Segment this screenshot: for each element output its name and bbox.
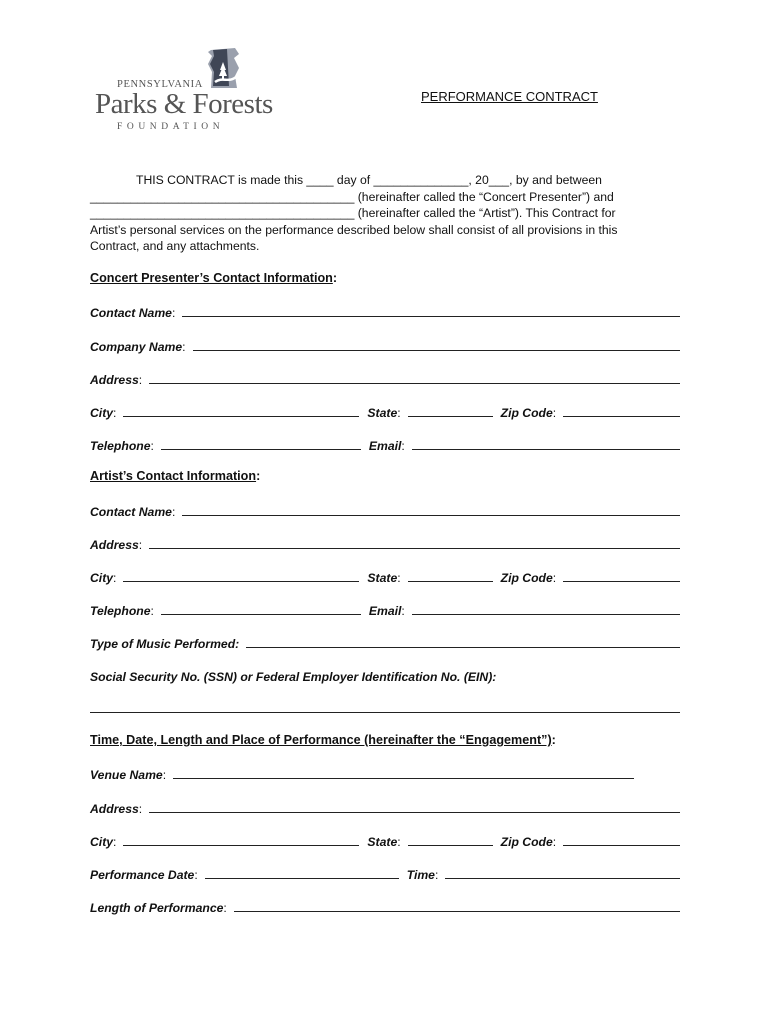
city-label: City [90, 571, 114, 585]
intro-line: Artist’s personal services on the performance described below shall consist of all provisions in this [90, 222, 618, 237]
artist-heading: Artist’s Contact Information: [90, 469, 261, 483]
engagement-city-row: City : State : Zip Code : [90, 831, 680, 849]
ssn-label: Social Security No. (SSN) or Federal Employer Identification No. (EIN): [90, 670, 497, 684]
music-type-label: Type of Music Performed: [90, 637, 240, 651]
venue-field[interactable] [173, 778, 634, 779]
contact-name-label: Contact Name [90, 306, 172, 320]
artist-music-type-field[interactable] [246, 647, 680, 648]
zip-label: Zip Code [500, 406, 553, 420]
telephone-label: Telephone [90, 439, 151, 453]
presenter-address-field[interactable] [149, 383, 680, 384]
intro-line: THIS CONTRACT is made this ____ day of ______________, 20___, by and between [136, 173, 602, 187]
artist-address-field[interactable] [149, 548, 680, 549]
artist-city-row: City : State : Zip Code : [90, 567, 680, 585]
presenter-telephone-row: Telephone : Email : [90, 435, 680, 453]
presenter-company-name-field[interactable] [193, 350, 681, 351]
logo-name-text: Parks & Forests [95, 88, 273, 120]
email-label: Email [368, 604, 402, 618]
logo-state-text: PENNSYLVANIA [117, 79, 203, 90]
engagement-state-field[interactable] [408, 845, 493, 846]
artist-contact-name-field[interactable] [182, 515, 680, 516]
artist-ssn-field[interactable] [90, 712, 680, 713]
engagement-heading: Time, Date, Length and Place of Performance (hereinafter the “Engagement”): [90, 733, 556, 747]
time-label: Time [406, 868, 435, 882]
email-label: Email [368, 439, 402, 453]
state-label: State [367, 406, 398, 420]
presenter-heading-text: Concert Presenter’s Contact Information [90, 271, 333, 285]
artist-contact-name-row: Contact Name : [90, 501, 680, 519]
city-label: City [90, 406, 114, 420]
contact-name-label: Contact Name [90, 505, 172, 519]
company-name-label: Company Name [90, 340, 183, 354]
engagement-address-field[interactable] [149, 812, 680, 813]
address-label: Address [90, 802, 139, 816]
page-title: PERFORMANCE CONTRACT [421, 89, 598, 104]
performance-date-label: Performance Date [90, 868, 195, 882]
performance-length-field[interactable] [234, 911, 680, 912]
city-label: City [90, 835, 114, 849]
venue-row: Venue Name : [90, 764, 634, 782]
artist-heading-text: Artist’s Contact Information [90, 469, 257, 483]
artist-city-field[interactable] [123, 581, 359, 582]
presenter-address-row: Address : [90, 369, 680, 387]
presenter-telephone-field[interactable] [161, 449, 361, 450]
presenter-city-field[interactable] [123, 416, 359, 417]
presenter-zip-field[interactable] [563, 416, 680, 417]
artist-telephone-row: Telephone : Email : [90, 600, 680, 618]
presenter-heading: Concert Presenter’s Contact Information: [90, 271, 338, 285]
performance-length-row: Length of Performance : [90, 897, 680, 915]
venue-label: Venue Name [90, 768, 163, 782]
artist-music-type-row [90, 633, 680, 651]
zip-label: Zip Code [500, 571, 553, 585]
presenter-email-field[interactable] [412, 449, 680, 450]
artist-state-field[interactable] [408, 581, 493, 582]
telephone-label: Telephone [90, 604, 151, 618]
presenter-company-name-row: Company Name : [90, 336, 680, 354]
zip-label: Zip Code [500, 835, 553, 849]
performance-time-field[interactable] [445, 878, 680, 879]
intro-paragraph [90, 172, 665, 255]
performance-length-label: Length of Performance [90, 901, 224, 915]
engagement-address-row: Address : [90, 798, 680, 816]
state-label: State [367, 835, 398, 849]
address-label: Address [90, 538, 139, 552]
address-label: Address [90, 373, 139, 387]
engagement-zip-field[interactable] [563, 845, 680, 846]
presenter-contact-name-field[interactable] [182, 316, 680, 317]
artist-address-row: Address : [90, 534, 680, 552]
presenter-city-row: City : State : Zip Code : [90, 402, 680, 420]
artist-telephone-field[interactable] [161, 614, 361, 615]
logo-foundation-text: FOUNDATION [117, 122, 225, 132]
performance-date-field[interactable] [205, 878, 399, 879]
engagement-city-field[interactable] [123, 845, 359, 846]
presenter-state-field[interactable] [408, 416, 493, 417]
performance-date-row: Performance Date : Time : [90, 864, 680, 882]
state-label: State [367, 571, 398, 585]
intro-line: Contract, and any attachments. [90, 239, 260, 254]
engagement-heading-text: Time, Date, Length and Place of Performance (hereinafter the “Engagement”) [90, 733, 552, 747]
foundation-logo [95, 46, 273, 138]
artist-zip-field[interactable] [563, 581, 680, 582]
keystone-icon [203, 46, 243, 90]
presenter-contact-name-row: Contact Name : [90, 302, 680, 320]
intro-line: _______________________________________ (hereinafter called the “Concert Presenter”) and [90, 189, 614, 204]
artist-email-field[interactable] [412, 614, 680, 615]
intro-line: _______________________________________ (hereinafter called the “Artist”). This Contract for [90, 206, 616, 221]
artist-ssn-row [90, 666, 680, 684]
